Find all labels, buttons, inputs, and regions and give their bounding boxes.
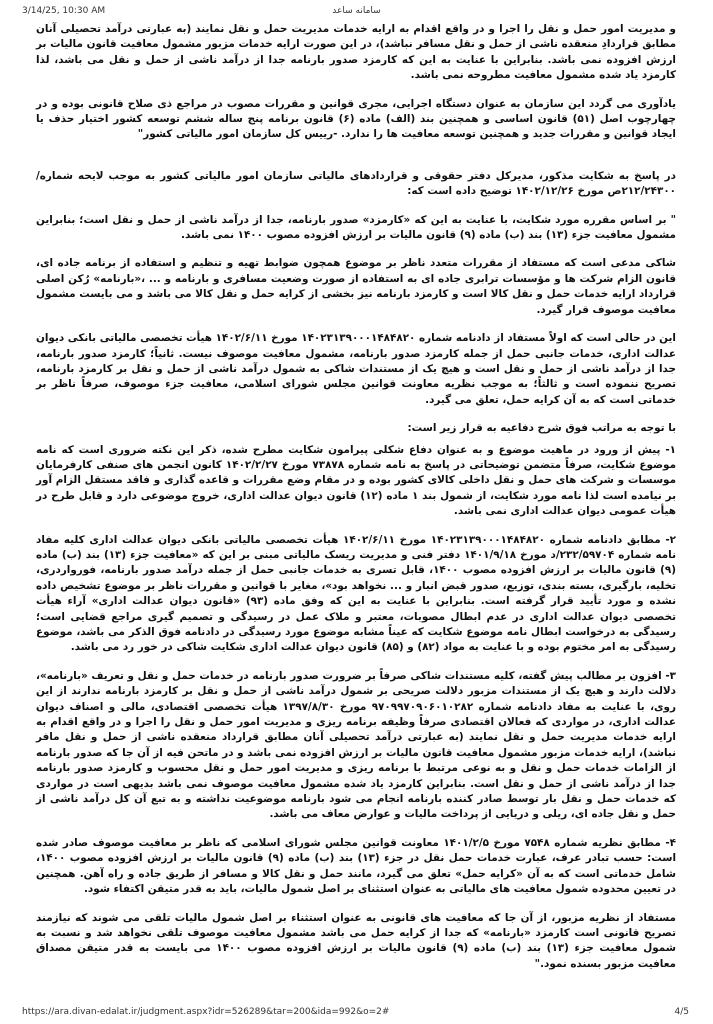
paragraph: با توجه به مراتب فوق شرح دفاعیه به قرار زیر است: <box>407 422 676 435</box>
paragraph: این در حالی است که اولاً مستفاد از دادنامه شماره ۱۴۰۲۳۱۳۹۰۰۰۱۴۸۴۸۲۰ مورخ ۱۴۰۲/۶/۱۱ هیأت تخصصی مالیاتی بانکی دیوان عدالت اداری، خدمات جانبی حمل از جمله کارمزد صدور بارنامه، مشمول معافیت موصوف نیست. ثانیاً؛ کارمزد صدور بارنامه، جدا از درآمد ناشی از حمل و نقل است و هیچ یک از مستندات شاکی به شمول درآمد ناشی از حمل و نقل بر کارمزد بارنامه، تصریح ننموده است و ثالثاً؛ به موجب نظریه معاونت قوانین مجلس شورای اسلامی، معافیت جزء موصوف، صرفاً ناظر بر خدماتی است که به آن کرایه حمل، تعلق می گیرد. <box>36 332 676 406</box>
paragraph: مستفاد از نظریه مزبور، از آن جا که معافیت های قانونی به عنوان استثناء بر اصل شمول مالیات تلقی می شوند که نیازمند تصریح قانونی است کارمزد «بارنامه» که جدا از کرایه حمل می باشد مشمول معافیت موصوف تلقی نخواهد شد و نسبت به شمول معافیت جزء (۱۳) بند (ب) ماده (۹) قانون مالیات بر ارزش افزوده مصوب ۱۴۰۰ می بایست به قدر متیقن مصداق معافیت مزبور بسنده نمود." <box>36 911 676 970</box>
paragraph: ۴- مطابق نظریه شماره ۷۵۴۸ مورخ ۱۴۰۱/۲/۵ معاونت قوانین مجلس شورای اسلامی که ناظر بر معافیت موصوف صادر شده است: حسب تبادر عرف، عبارت خدمات حمل نقل در جزء (۱۳) بند (ب) ماده (۹) قانون مالیات بر ارزش افزوده مصوب ۱۴۰۰، شامل خدماتی است که به آن «کرایه حمل» تعلق می گیرد، مانند حمل و نقل کالا و مسافر از طریق جاده و راه آهن. همچنین در تعیین محدوده شمول معافیت های مالیاتی به عنوان استثنای بر اصل شمول مالیات، باید به قدر متیقن اکتفاء شود. <box>36 836 677 896</box>
paragraph: در پاسخ به شکایت مذکور، مدیرکل دفتر حقوقی و قراردادهای مالیاتی سازمان امور مالیاتی کشور به موجب لایحه شماره/ ۲۱۲/۲۴۳۰۰ص مورخ ۱۴۰۲/۱۲/۲۶ توضیح داده است که: <box>36 169 676 198</box>
page-number: 4/5 <box>674 1007 689 1017</box>
browser-print-footer <box>0 1007 713 1021</box>
judgment-text <box>36 22 676 985</box>
page-url[interactable]: https://ara.divan-edalat.ir/judgment.aspx?idr=526289&tar=200&ida=992&o=2# <box>22 1007 390 1017</box>
paragraph: و مدیریت امور حمل و نقل را اجرا و در واقع اقدام به ارایه خدمات مدیریت حمل و نقل نمایند (به عبارتی درآمد تحصیلی آنان مطابق قراردادِ منعقده ناشی از حمل و نقل مسافر نباشد)، در این صورت ارایه خدمات مزبور مشمول معافیت قانون مالیات بر ارزش افزوده نمی باشد. بنابراین با عنایت به این که کارمزد صدور بارنامه جدا از درآمد ناشی از حمل و نقل می باشد، لذا کارمزد یاد شده مشمول معافیت مطروحه نمی باشد. <box>36 23 676 82</box>
paragraph: ۳- افزون بر مطالب پیش گفته، کلیه مستندات شاکی صرفاً بر ضرورت صدور بارنامه در خدمات حمل و نقل و تعریف «بارنامه»، دلالت دارند و هیچ یک از مستندات مزبور دلالت صریحی بر شمول درآمد ناشی از حمل و نقل بر کارمزد بارنامه ندارند از این روی، با عنایت به مفاد دادنامه شماره ۹۷۰۹۹۷۰۹۰۶۰۱۰۲۸۲ مورخ ۱۳۹۷/۸/۳۰ هیأت تخصصی اقتصادی، مالی و اصناف دیوان عدالت اداری، در مواردی که فعالان اقتصادی صرفاً وظیفه برنامه ریزی و مدیریت امور حمل و نقل را اجرا و در واقع اقدام به ارایه خدمات مدیریت حمل و نقل نمایند (به عبارتی درآمد تحصیلی آنان مطابق قرارداد منعقده ناشی از حمل و نقل مافر نباشد)، ارایه خدمات مزبور مشمول معافیت قانون مالیات بر ارزش افزوده نمی باشد و در ماتحن فیه از آن جا که صدور بارنامه از الزامات خدمات حمل و نقل و به نوعی مرتبط با برنامه ریزی و مدیریت امور حمل و نقل محسوب و کارمزد صدور بارنامه جدا از درآمد ناشی از حمل و نقل است. بنابراین کارمزد یاد شده مشمول معافیت موصوف نمی باشد بدیهی است در مواردی که خدمات حمل و نقل بار توسط صادر کننده بارنامه انجام می شود بارنامه موضوعیت نداشته و به تبع آن کل درآمد ناشی از حمل و نقل جاده ای، ریلی و دریایی از پرداخت مالیات و عوارض معاف می باشد. <box>36 669 676 821</box>
paragraph: ۱- پیش از ورود در ماهیت موضوع و به عنوان دفاع شکلی پیرامون شکایت مطرح شده، ذکر این نکته ضروری است که نامه موضوع شکایت، صرفاً متضمن توضیحاتی در پاسخ به نامه شماره ۷۳۸۷۸ مورخ ۱۴۰۲/۲/۲۷ کانون انجمن های صنفی کارفرمایان موسسات و شرکت های حمل و نقل داخلی کالای کشور بوده و در مقام وضع مقررات و قاعده گذاری و فاقد مستقل الزام آور بر نیامده است لذا نامه مورد شکایت، از شمول بند ۱ ماده (۱۲) قانون دیوان عدالت اداری، خروج موضوعی دارد و قابل طرح در هیأت عمومی دیوان عدالت اداری نمی باشد. <box>36 443 677 518</box>
site-name: سامانه ساعد <box>332 6 381 16</box>
print-timestamp: 3/14/25, 10:30 AM <box>22 6 106 16</box>
paragraph: یادآوری می گردد این سازمان به عنوان دستگاه اجرایی، مجری قوانین و مقررات مصوب در مراجع ذی صلاح قانونی بوده و در چهارچوب اصل (۵۱) قانون اساسی و همچنین بند (الف) ماده (۶) قانون برنامه پنج ساله ششم توسعه کشور اختیار حذف یا ایجاد قوانین و مقررات جدید و همچنین توسعه معافیت ها را ندارد. -رییس کل سازمان امور مالیاتی کشور" <box>36 97 676 141</box>
paragraph: شاکی مدعی است که مستفاد از مقررات متعدد ناظر بر موضوع همچون ضوابط تهیه و تنظیم و استفاده از برنامه جاده ای، قانون الزام شرکت ها و مؤسسات ترابری جاده ای به استفاده از صورت وضعیت مسافری و بارنامه و ... ،«بارنامه» رُکن اصلی قرارداد ارایه خدمات حمل و نقل کالا است و کارمزد بارنامه نیز بخشی از کرایه حمل و نقل کالا می باشد و می بایست مشمول معافیت موصوف قرار گیرد. <box>36 257 676 316</box>
paragraph: ۲- مطابق دادنامه شماره ۱۴۰۲۳۱۳۹۰۰۰۱۴۸۴۸۲۰ مورخ ۱۴۰۲/۶/۱۱ هیأت تخصصی مالیاتی بانکی دیوان عدالت اداری کلیه مفاد نامه شماره ۲۳۲/۵۹۷۰۴/د مورخ ۱۴۰۱/۹/۱۸ دفتر فنی و مدیریت ریسک مالیاتی مبنی بر این که «معافیت جزء (۱۳) بند (ب) ماده (۹) قانون مالیات بر ارزش افزوده مصوب ۱۴۰۰، قابل تسری به خدمات جانبی حمل از جمله درآمد صدور بارنامه، فورواردری، تخلیه، بارگیری، بسته بندی، توزیع، صدور قبض انبار و ... نخواهد بود»، مغایر با قوانین و مقررات ناظر بر موضوع تشخیص داده نشده و مورد تأیید قرار گرفته است. بنابراین با عنایت به این که وفق ماده (۹۳) «قانون دیوان عدالت اداری» آراء هیأت تخصصی دیوان عدالت اداری در عدم ابطال مصوبات، معتبر و ملاک عمل در رسیدگی و تصمیم گیری مراجع قضایی است؛ رسیدگی به درخواست ابطال نامه موضوع شکایت که عیناً مشابه موضوع مورد رسیدگی در دادنامه فوق الذکر می باشد، موضوع رسیدگی به امر مختوم بوده و با عنایت به مواد (۸۲) و (۸۵) قانون دیوان عدالت اداری شکایت شاکی در خور رد می باشد. <box>36 533 676 654</box>
paragraph: " بر اساس مقرره مورد شکایت، با عنایت به این که «کارمزد» صدور بارنامه، جدا از درآمد ناشی از حمل و نقل است؛ بنابراین مشمول معافیت جزء (۱۳) بند (ب) ماده (۹) قانون مالیات بر ارزش افزوده مصوب ۱۴۰۰ نمی باشد. <box>36 213 676 242</box>
browser-print-header <box>0 6 713 22</box>
